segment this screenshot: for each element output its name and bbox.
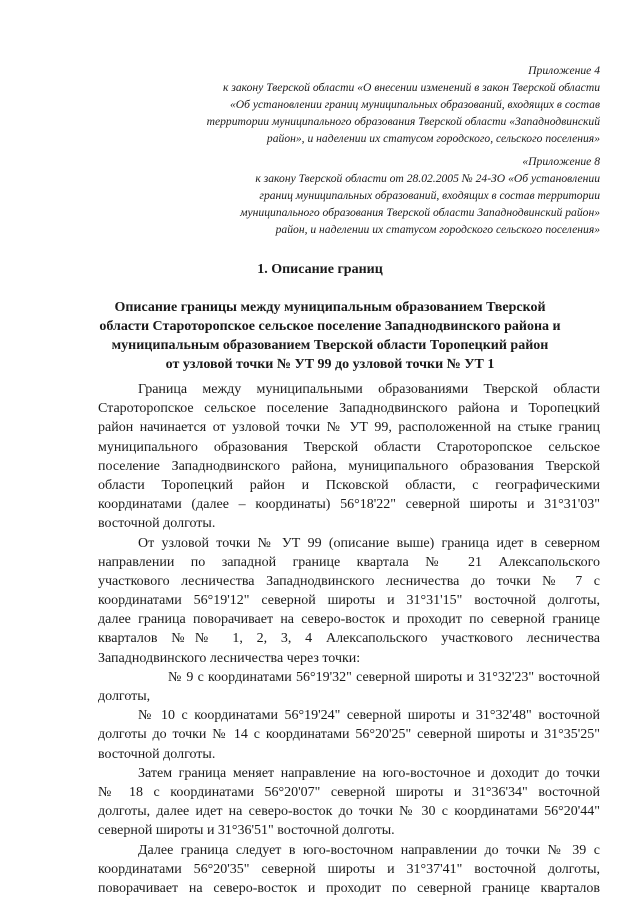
appendix-line: муниципального образования Тверской области Западнодвинский район» [240,206,600,219]
body-line: поворачивает на северо-восток и проходит по северной границе кварталов [98,880,600,896]
appendix-line: район», и наделении их статусом городского, сельского поселения» [266,132,600,145]
appendix-line: территории муниципального образования Тверской области «Западнодвинский [206,115,600,128]
body-line: От узловой точки № УТ 99 (описание выше) граница идет в северном [138,535,600,551]
appendix-4-header [207,62,600,147]
title-line: области Староторопское сельское поселение Западнодвинского района и [99,319,561,334]
body-line: № 18 с координатами 56°20'07" северной широты и 31°36'34" восточной [98,784,600,800]
body-line: долготы, далее идет на северо-восток до точки № 30 с координатами 56°20'44" [98,804,600,820]
body-line: области Торопецкий район и Псковской области, с географическими [98,477,600,493]
body-line: поселение Западнодвинского района, муниципального образования Тверской [98,458,600,474]
body-line: Староторопское сельское поселение Западнодвинского района и Торопецкий [98,401,600,417]
body-line: № 10 с координатами 56°19'24" северной широты и 31°32'48" восточной [138,708,600,724]
body-line: координатами 56°20'35" северной широты и 31°37'41" восточной долготы, [98,861,600,877]
body-line: восточной долготы. [98,746,216,762]
body-line: координатами 56°19'12" северной широты и 31°31'15" восточной долготы, [98,593,600,609]
document-title [70,298,590,374]
title-line: Описание границы между муниципальным образованием Тверской [114,300,546,315]
appendix-line: границ муниципальных образований, входящих в состав территории [259,189,600,202]
body-line: Затем граница меняет направление на юго-восточное и доходит до точки [138,765,600,781]
body-line: северной широты и 31°36'51" восточной долготы. [98,823,395,839]
title-line: от узловой точки № УТ 99 до узловой точки № УТ 1 [165,357,495,372]
body-line: Граница между муниципальными образованиями Тверской области [138,382,600,397]
appendix-line: район, и наделении их статусом городского сельского поселения» [275,223,600,236]
body-line: Западнодвинского лесничества через точки: [98,650,361,666]
body-line: направлении по западной границе квартала № 21 Алексапольского [98,554,600,570]
title-line: муниципальным образованием Тверской области Торопецкий район [111,338,549,353]
body-line: кварталов №№ 1, 2, 3, 4 Алексапольского участкового лесничества [98,631,600,647]
body-line: муниципального образования Тверской области Староторопское сельское [98,439,600,455]
body-line: далее граница поворачивает на северо-восток и проходит по северной границе [98,612,600,628]
body-line: долготы, [98,689,151,704]
body-line: район начинается от узловой точки № УТ 99, расположенной на стыке границ [98,420,600,436]
body-line: участкового лесничества Западнодвинского лесничества до точки № 7 с [98,573,600,589]
appendix-line: к закону Тверской области от 28.02.2005 № 24-ЗО «Об установлении [255,172,600,185]
appendix-line: «Приложение 8 [522,155,600,168]
appendix-line: к закону Тверской области «О внесении изменений в закон Тверской области [223,81,600,94]
appendix-line: Приложение 4 [528,64,600,77]
appendix-8-header [240,153,600,238]
body-line: долготы до точки № 14 с координатами 56°20'25" северной широты и 31°35'25" [98,727,600,743]
section-title: 1. Описание границ [257,262,383,277]
body-line: Далее граница следует в юго-восточном направлении до точки № 39 с [138,842,600,858]
body-line: № 9 с координатами 56°19'32" северной широты и 31°32'23" восточной [168,669,600,685]
body-line: координатами (далее – координаты) 56°18'22" северной широты и 31°31'03" [98,497,600,513]
appendix-line: «Об установлении границ муниципальных образований, входящих в состав [229,98,600,111]
body-line: восточной долготы. [98,516,216,532]
document-body [98,380,600,898]
